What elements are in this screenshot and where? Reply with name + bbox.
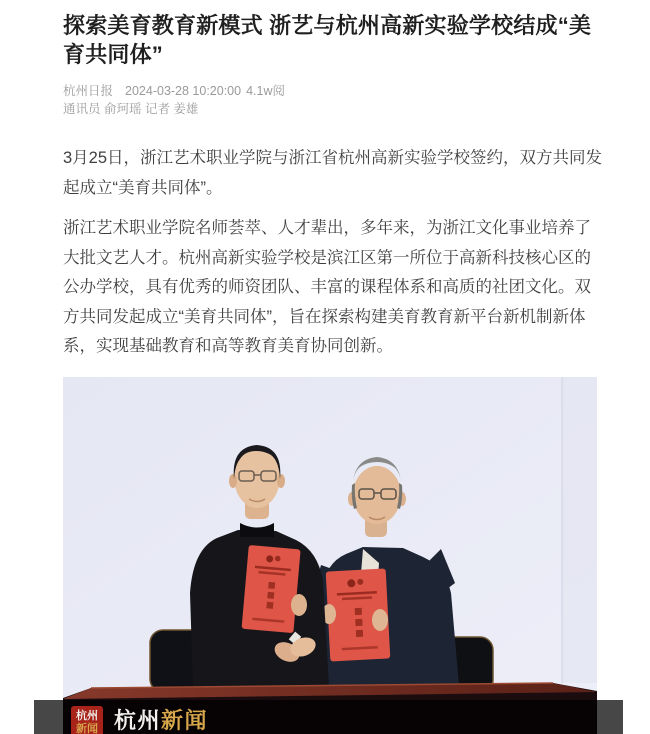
watermark-name-white: 杭州 xyxy=(114,708,162,733)
article-title: 探索美育教育新模式 浙艺与杭州高新实验学校结成“美育共同体” xyxy=(63,13,592,67)
watermark-name-gold: 新闻 xyxy=(161,708,209,733)
photo-scene-svg xyxy=(63,377,597,734)
source-name: 杭州日报 xyxy=(63,84,114,98)
article-meta-row xyxy=(63,82,604,100)
article-body xyxy=(63,144,604,362)
left-red-folder xyxy=(242,545,301,633)
article-paragraph: 浙江艺术职业学院名师荟萃、人才辈出，多年来，为浙江文化事业培养了大批文艺人才。杭州高新实验学校是滨江区第一所位于高新科技核心区的公办学校，具有优秀的师资团队、丰富的课程体系和高质的社团文化。双方共同发起成立“美育共同体”，旨在探索构建美育教育新平台新机制新体系，实现基础教育和高等教育美育协同创新。 xyxy=(63,219,591,355)
article-byline: 通讯员 俞珂瑶 记者 姜雄 xyxy=(63,102,199,116)
watermark-name xyxy=(114,704,208,734)
publish-datetime: 2024-03-28 10:20:00 xyxy=(125,84,242,98)
badge-text-bottom: 新闻 xyxy=(76,722,98,734)
watermark-band xyxy=(34,700,623,734)
hangzhou-news-logo-badge xyxy=(71,706,103,734)
article-content xyxy=(63,11,604,373)
article-photo[interactable] xyxy=(63,377,597,734)
badge-text-top: 杭州 xyxy=(76,710,98,722)
view-count: 4.1w阅 xyxy=(246,84,285,98)
article-paragraph: 3月25日，浙江艺术职业学院与浙江省杭州高新实验学校签约，双方共同发起成立“美育共同体”。 xyxy=(63,149,603,197)
